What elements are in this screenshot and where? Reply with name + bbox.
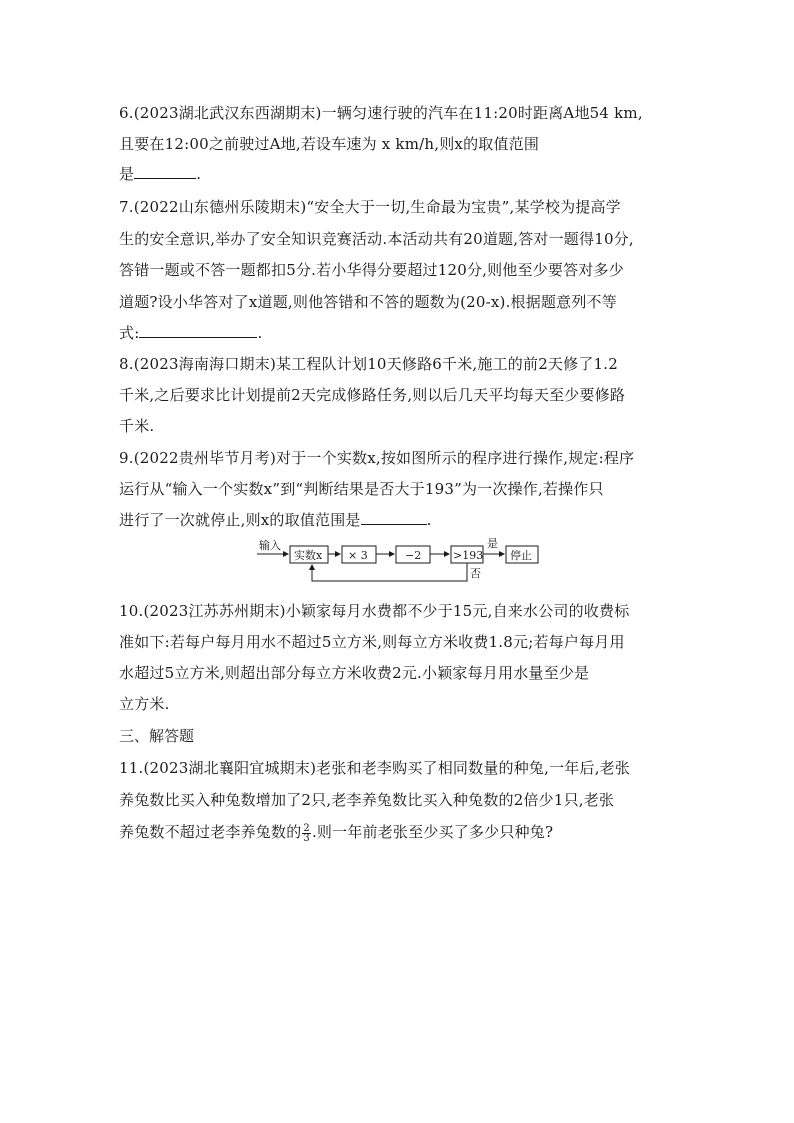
program-flowchart [255,537,545,587]
q10-line-3: 水超过5立方米,则超出部分每立方米收费2元.小颖家每月用水量至少是 [119,664,590,682]
q7-line-3: 答错一题或不答一题都扣5分.若小华得分要超过120分,则他至少要答对多少 [119,261,624,279]
q11-line-2: 养兔数比买入种兔数增加了2只,老李养兔数比买入种兔数的2倍少1只,老张 [119,791,615,809]
q10-line-2: 准如下:若每户每月用水不超过5立方米,则每立方米收费1.8元;若每户每月用 [119,633,625,651]
q6-line-2: 且要在12:00之前驶过A地,若设车速为 x km/h,则x的取值范围 [119,135,540,153]
q11-line-3-prefix: 养兔数不超过老李养兔数的 [119,823,302,841]
q9-line-1: 9.(2022贵州毕节月考)对于一个实数x,按如图所示的程序进行操作,规定:程序 [119,449,635,467]
q10-line-4: 立方米. [119,695,170,713]
q7-line-5-suffix: . [257,324,263,342]
flow-box-subtract-text: −2 [405,549,422,562]
q8-line-2: 千米,之后要求比计划提前2天完成修路任务,则以后几天平均每天至少要修路 [119,386,626,404]
q6-line-3-prefix: 是 [119,165,135,183]
q6-line-1: 6.(2023湖北武汉东西湖期末)一辆匀速行驶的汽车在11:20时距离A地54 km, [119,104,643,122]
q7-line-4: 道题?设小华答对了x道题,则他答错和不答的题数为(20-x).根据题意列不等 [119,293,617,311]
flow-no-label: 否 [470,567,481,580]
q6-line-3 [119,164,201,184]
flow-box-stop-text: 停止 [510,549,532,562]
fraction-two-thirds [302,824,311,843]
q10-line-1: 10.(2023江苏苏州期末)小颖家每月水费都不少于15元,自来水公司的收费标 [119,602,630,620]
q9-line-2: 运行从“输入一个实数x”到“判断结果是否大于193”为一次操作,若操作只 [119,480,604,498]
fraction-denominator: 3 [303,832,310,844]
q11-line-3 [119,822,553,843]
section-title-answer-questions: 三、解答题 [119,727,195,745]
flow-arrow-no-loop [312,563,467,581]
q11-line-1: 11.(2023湖北襄阳宜城期末)老张和老李购买了相同数量的种兔,一年后,老张 [119,759,631,777]
q9-line-3 [119,510,432,530]
q11-line-3-suffix: .则一年前老张至少买了多少只种兔? [311,823,554,841]
q8-line-1: 8.(2023海南海口期末)某工程队计划10天修路6千米,施工的前2天修了1.2 [119,355,618,373]
q7-line-5-prefix: 式: [119,324,140,342]
q7-answer-blank[interactable] [139,323,257,338]
q6-answer-blank[interactable] [134,164,196,179]
flow-box-compare-text: >193 [453,549,484,562]
q7-line-5 [119,323,262,343]
flow-box-real-text: 实数x [294,549,323,562]
q7-line-1: 7.(2022山东德州乐陵期末)“安全大于一切,生命最为宝贵”,某学校为提高学 [119,198,621,216]
q6-line-3-suffix: . [196,165,202,183]
q9-line-3-suffix: . [426,511,432,529]
q7-line-2: 生的安全意识,举办了安全知识竞赛活动.本活动共有20道题,答对一题得10分, [119,230,634,248]
flow-yes-label: 是 [487,537,498,550]
flow-input-label: 输入 [259,539,281,552]
q8-line-3: 千米. [119,417,155,435]
q9-answer-blank[interactable] [361,510,427,525]
q9-line-3-prefix: 进行了一次就停止,则x的取值范围是 [119,511,361,529]
flowchart-svg [255,537,545,587]
fraction-numerator: 2 [303,822,310,834]
flow-box-multiply-text: × 3 [348,549,368,562]
